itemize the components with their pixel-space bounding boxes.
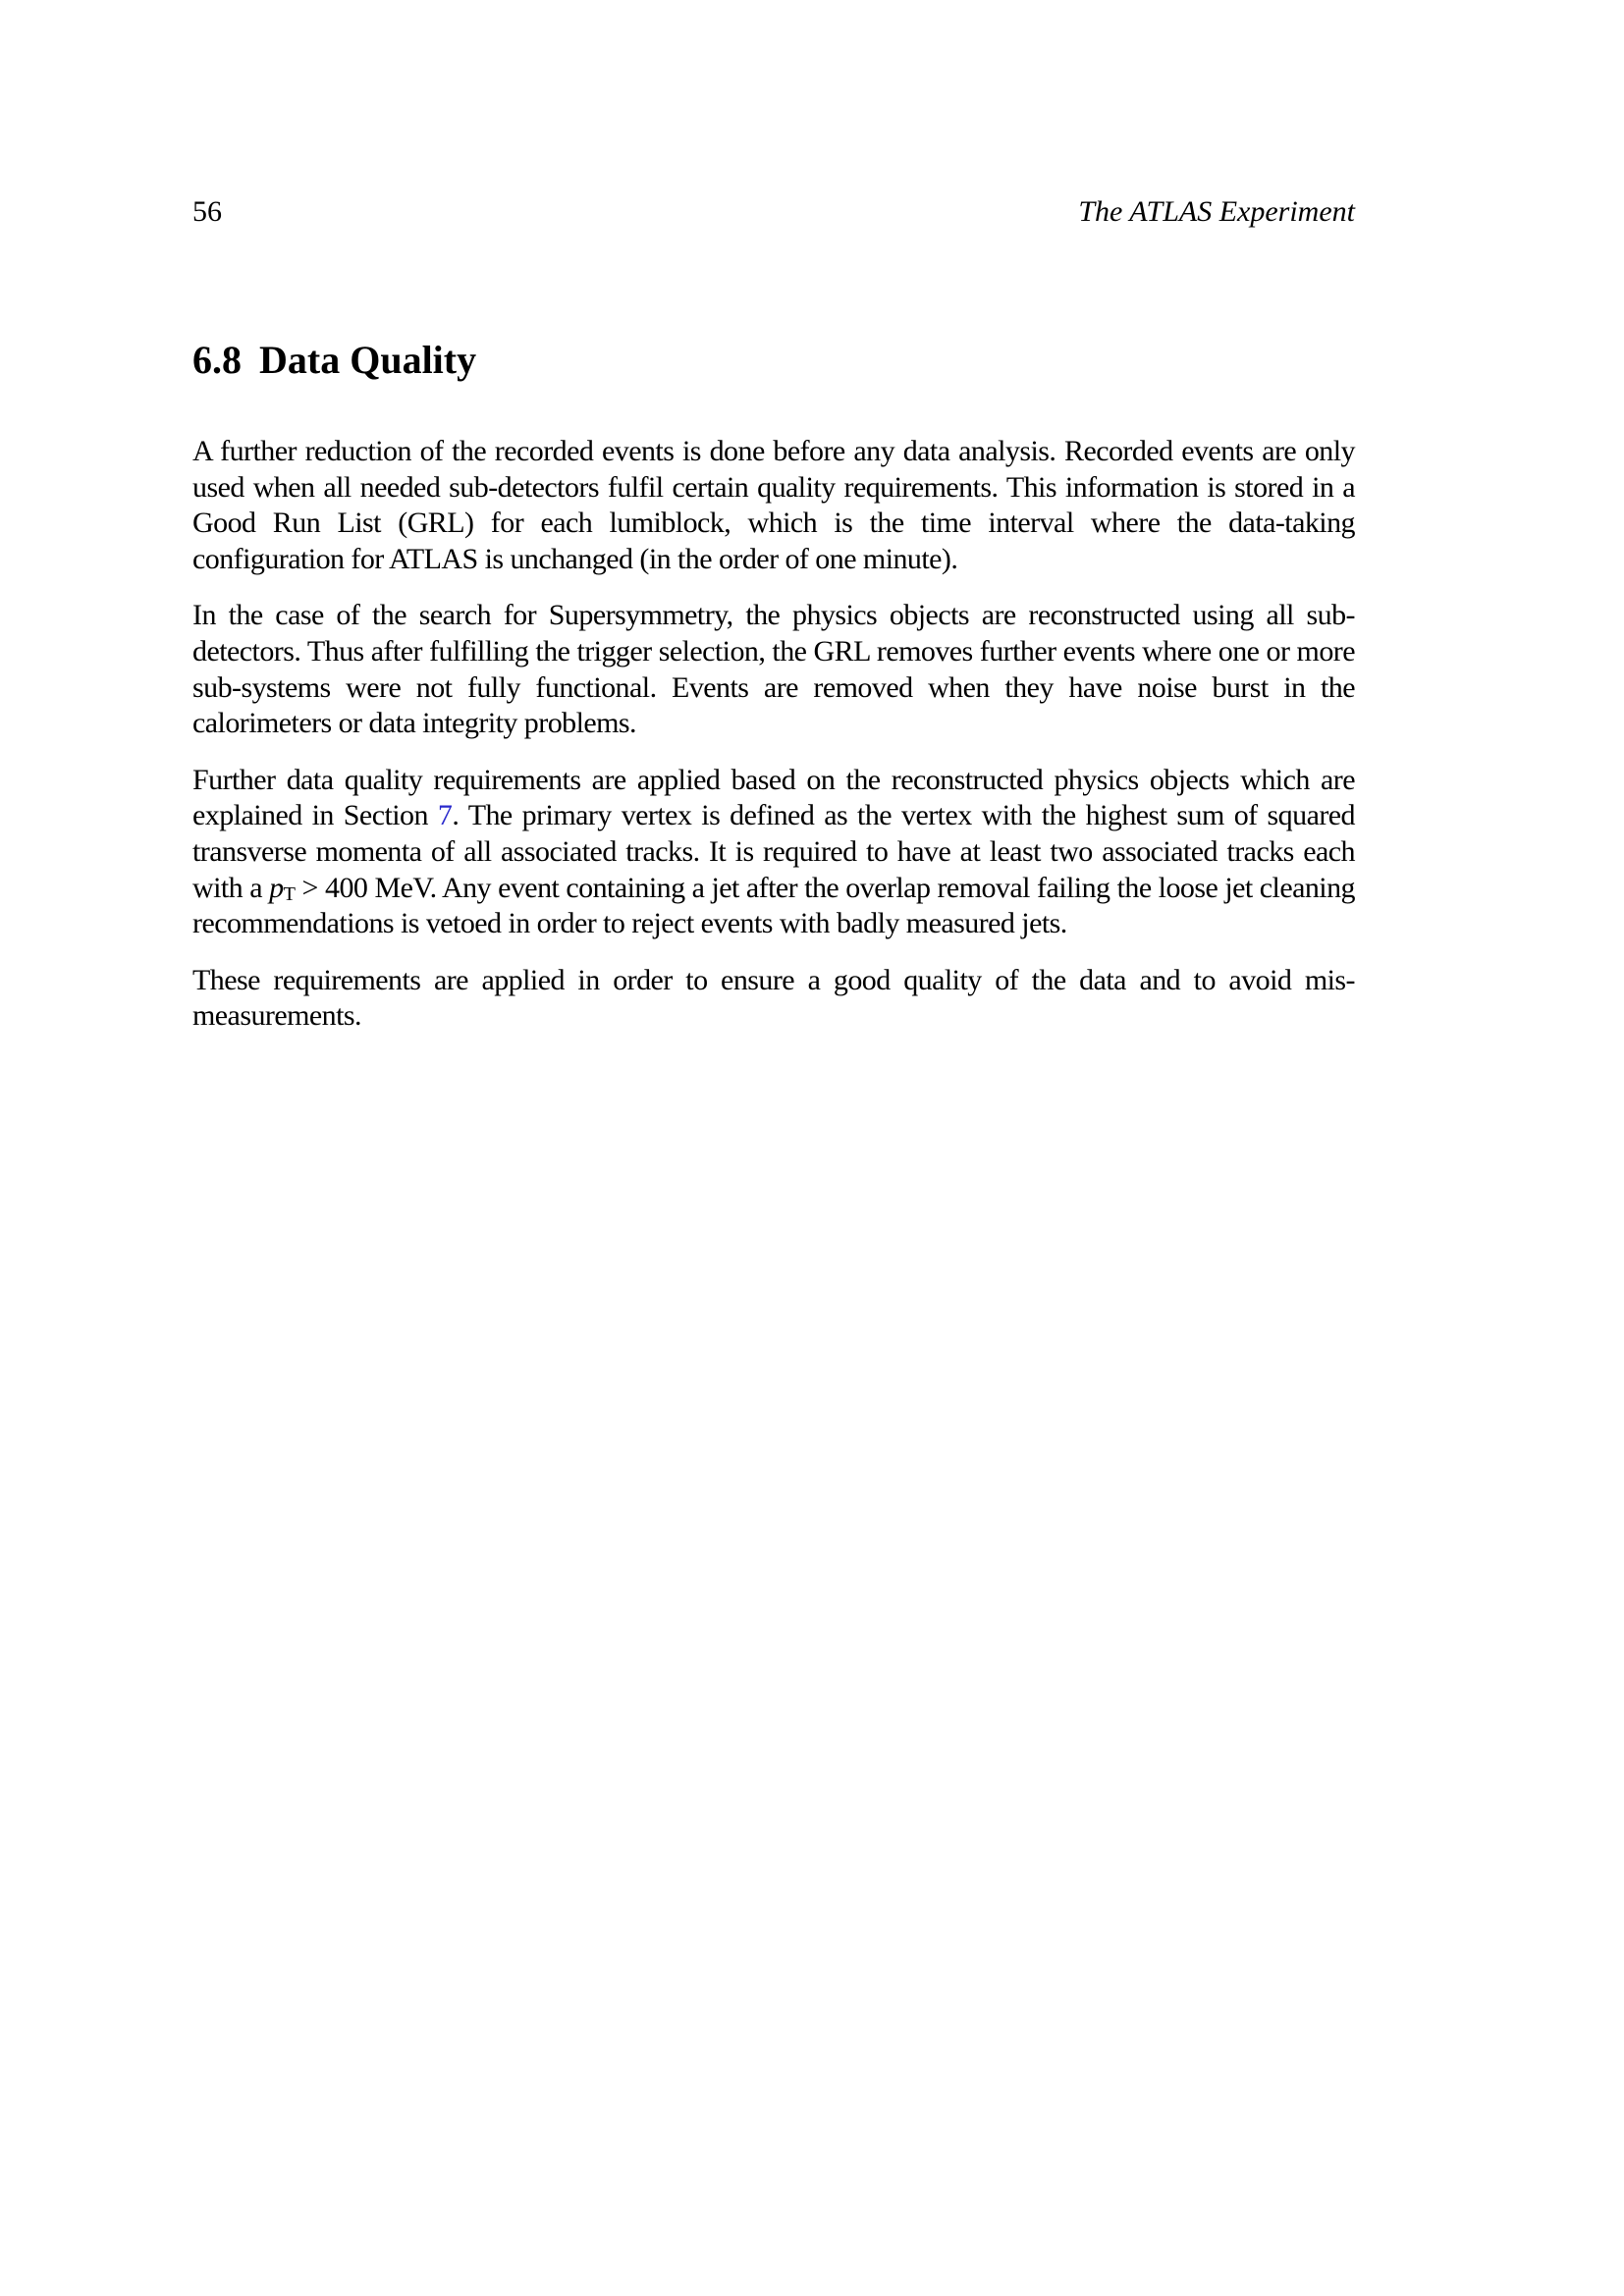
page-number: 56 xyxy=(192,195,222,228)
text-run: > 400 MeV. Any event containing a jet after the overlap removal failing the loose jet cleaning recommendations is vetoed in order to reject events with badly measured jets. xyxy=(192,871,1355,940)
pt-subscript: T xyxy=(283,882,296,905)
running-header xyxy=(192,197,1355,227)
text-run: A further reduction of the recorded events is done before any data analysis. Recorded events are only used when all needed sub-detectors fulfil certain quality requirements. This information is stored in a Good Run List (GRL) for each lumiblock, which is the time interval where the data-taking configuration for ATLAS is unchanged (in the order of one minute). xyxy=(192,435,1355,575)
paragraph xyxy=(192,598,1355,741)
paragraph xyxy=(192,963,1355,1035)
text-run: . The primary vertex is defined as the vertex with the highest sum of squared transverse momenta of all associated tracks. It is required to have at least two associated tracks each with a xyxy=(192,799,1355,904)
paragraph xyxy=(192,434,1355,577)
pt-variable: p xyxy=(269,871,284,904)
text-run: Further data quality requirements are applied based on the reconstructed physics objects which are explained in Section xyxy=(192,763,1355,832)
section-7-link[interactable]: 7 xyxy=(437,799,453,832)
section-title: Data Quality xyxy=(259,338,477,382)
running-title: The ATLAS Experiment xyxy=(1078,195,1355,228)
paragraph xyxy=(192,763,1355,942)
text-run: In the case of the search for Supersymmetry, the physics objects are reconstructed using all sub-detectors. Thus after fulfilling the trigger selection, the GRL removes further events where one or more sub-systems were not fully functional. Events are removed when they have noise burst in the calorimeters or data integrity problems. xyxy=(192,599,1355,740)
section-heading xyxy=(192,338,477,382)
section-number: 6.8 xyxy=(192,338,242,382)
body-paragraphs xyxy=(192,434,1355,1055)
text-run: These requirements are applied in order to ensure a good quality of the data and to avoid mis-measurements. xyxy=(192,963,1355,1033)
